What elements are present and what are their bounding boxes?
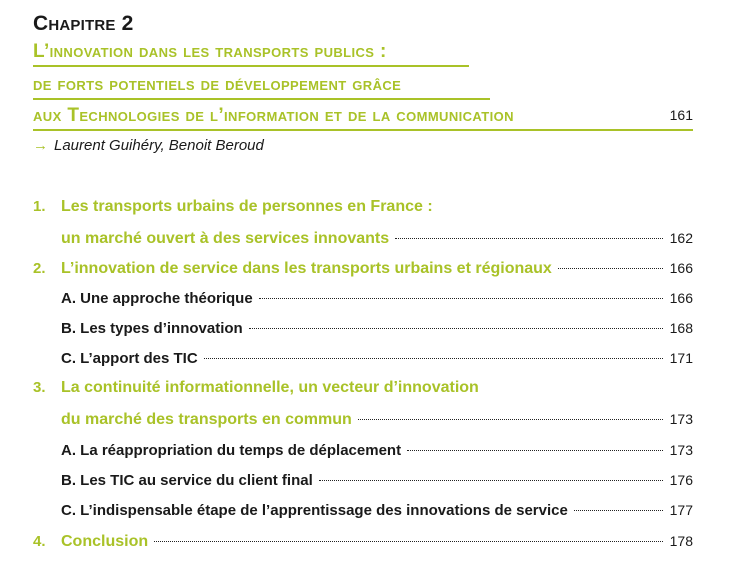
toc-subsection-3c[interactable] xyxy=(33,498,693,522)
toc-subsection-title: B. Les TIC au service du client final xyxy=(61,472,313,489)
chapter-label: Chapitre 2 xyxy=(33,12,134,35)
toc-page-number: 177 xyxy=(669,502,693,518)
toc-section-title-cont: un marché ouvert à des services innovants xyxy=(61,230,390,247)
toc-subsection-title: B. Les types d’innovation xyxy=(61,320,243,337)
chapter-title-line-3: aux Technologies de l’information et de la communication xyxy=(33,105,514,126)
chapter-title-line-1: L’innovation dans les transports publics : xyxy=(33,41,387,62)
toc-section-title: Les transports urbains de personnes en France : xyxy=(61,198,433,215)
toc-page-number: 171 xyxy=(669,350,693,366)
dot-leader xyxy=(154,541,663,542)
toc-section-title: Conclusion xyxy=(61,533,149,550)
toc-section-number: 4. xyxy=(33,533,46,550)
toc-section-2[interactable] xyxy=(33,256,693,280)
toc-subsection-title: C. L’indispensable étape de l’apprentissage des innovations de service xyxy=(61,502,568,519)
toc-section-3-cont[interactable] xyxy=(33,407,693,431)
toc-section-1[interactable] xyxy=(33,195,693,219)
authors-text: Laurent Guihéry, Benoit Beroud xyxy=(54,137,264,154)
toc-section-number: 3. xyxy=(33,379,46,396)
title-underline-3 xyxy=(33,129,693,131)
toc-page-number: 166 xyxy=(669,290,693,306)
toc-section-1-cont[interactable] xyxy=(33,226,693,250)
toc-section-number: 1. xyxy=(33,198,46,215)
dot-leader xyxy=(249,328,663,329)
dot-leader xyxy=(259,298,663,299)
arrow-right-icon: → xyxy=(33,137,48,154)
dot-leader xyxy=(558,268,663,269)
dot-leader xyxy=(574,510,663,511)
dot-leader xyxy=(319,480,663,481)
chapter-authors xyxy=(33,136,264,156)
toc-section-title-cont: du marché des transports en commun xyxy=(61,411,352,428)
dot-leader xyxy=(407,450,663,451)
toc-page-number: 173 xyxy=(669,442,693,458)
toc-page-number: 176 xyxy=(669,472,693,488)
toc-page-number: 173 xyxy=(669,411,693,427)
toc-section-number: 2. xyxy=(33,260,46,277)
toc-section-3[interactable] xyxy=(33,376,693,400)
toc-subsection-3b[interactable] xyxy=(33,468,693,492)
toc-subsection-title: A. La réappropriation du temps de déplacement xyxy=(61,442,402,459)
dot-leader xyxy=(358,419,663,420)
toc-section-title: L’innovation de service dans les transports urbains et régionaux xyxy=(61,260,552,277)
title-underline-1 xyxy=(33,65,469,67)
toc-subsection-title: A. Une approche théorique xyxy=(61,290,253,307)
toc-page-number: 178 xyxy=(669,533,693,549)
dot-leader xyxy=(204,358,663,359)
toc-section-4[interactable] xyxy=(33,529,693,553)
chapter-page-number: 161 xyxy=(669,107,693,123)
toc-subsection-2c[interactable] xyxy=(33,346,693,370)
toc-subsection-2a[interactable] xyxy=(33,286,693,310)
chapter-title-line-2: de forts potentiels de développement grâce xyxy=(33,74,402,95)
toc-subsection-title: C. L’apport des TIC xyxy=(61,350,198,367)
title-underline-2 xyxy=(33,98,490,100)
dot-leader xyxy=(395,238,663,239)
toc-page-number: 166 xyxy=(669,260,693,276)
toc-page-number: 162 xyxy=(669,230,693,246)
toc-page-number: 168 xyxy=(669,320,693,336)
toc-subsection-2b[interactable] xyxy=(33,316,693,340)
toc-section-title: La continuité informationnelle, un vecteur d’innovation xyxy=(61,379,479,396)
toc-subsection-3a[interactable] xyxy=(33,438,693,462)
